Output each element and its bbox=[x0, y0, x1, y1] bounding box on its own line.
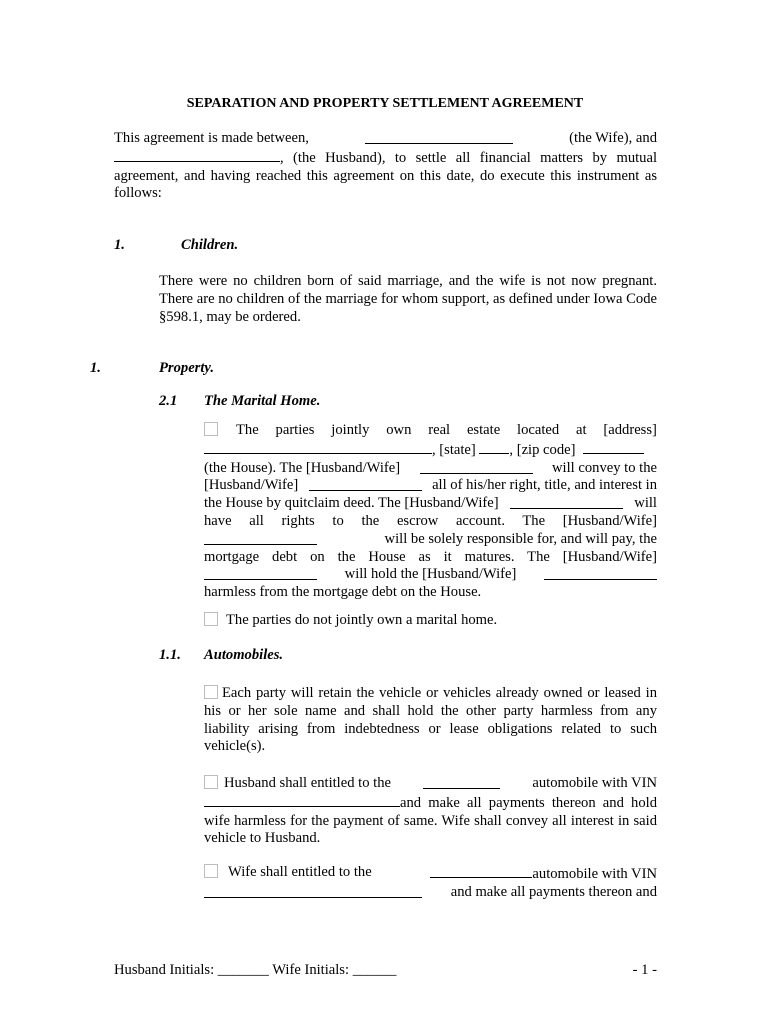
footer-initials: Husband Initials: _______ Wife Initials: ______ bbox=[114, 962, 397, 978]
receiving-party-blank[interactable] bbox=[309, 477, 422, 491]
property-heading: Property. bbox=[159, 360, 214, 376]
marital-home-heading: The Marital Home. bbox=[204, 393, 321, 409]
automobiles-option-1 bbox=[204, 685, 657, 756]
wife-vehicle-text-1: Wife shall entitled to the bbox=[228, 864, 372, 880]
home-text-9: will bbox=[634, 495, 657, 512]
home-text-1g: located bbox=[517, 422, 560, 438]
wife-name-blank[interactable] bbox=[365, 130, 513, 144]
intro-paragraph bbox=[114, 130, 657, 203]
indemnified-party-blank[interactable] bbox=[544, 566, 657, 580]
conveying-party-blank[interactable] bbox=[420, 460, 533, 474]
retain-vehicles-checkbox[interactable] bbox=[204, 685, 218, 699]
indemnifying-party-blank[interactable] bbox=[204, 566, 317, 580]
home-text-1f: estate bbox=[466, 422, 501, 438]
home-text-6: [Husband/Wife] bbox=[204, 477, 299, 494]
home-text-1d: own bbox=[386, 422, 412, 438]
home-text-3: , [zip code] bbox=[509, 441, 576, 458]
children-heading: Children. bbox=[181, 237, 239, 253]
children-number: 1. bbox=[114, 237, 125, 253]
children-paragraph: There were no children born of said marriage, and the wife is not now pregnant. There are no children of the marriage for whom support, as defined under Iowa Code §598.1, may be ordered. bbox=[159, 273, 657, 325]
home-text-1b: parties bbox=[275, 422, 315, 438]
escrow-party-blank[interactable] bbox=[510, 495, 623, 509]
husband-vehicle-text-2: automobile with VIN bbox=[532, 775, 657, 791]
automobiles-option-2 bbox=[204, 775, 657, 848]
zip-blank[interactable] bbox=[583, 440, 644, 454]
page-number: - 1 - bbox=[632, 962, 657, 978]
husband-name-blank[interactable] bbox=[114, 148, 280, 162]
state-blank[interactable] bbox=[479, 440, 509, 454]
retain-vehicles-text: Each party will retain the vehicle or vehicles already owned or leased in his or her sole name and shall hold the other party harmless from any liability arising from indebtedness or lease obligations related to such vehicle(s). bbox=[204, 685, 657, 755]
husband-vehicle-text-3: and make all payments thereon and hold wife harmless for the payment of same. Wife shall convey all interest in said vehicle to Husband. bbox=[204, 794, 657, 847]
mortgage-party-blank[interactable] bbox=[204, 531, 317, 545]
home-text-4: (the House). The [Husband/Wife] bbox=[204, 459, 401, 476]
wife-vin-blank[interactable] bbox=[204, 884, 422, 898]
husband-vehicle-checkbox[interactable] bbox=[204, 775, 218, 789]
automobiles-option-3 bbox=[204, 864, 657, 902]
husband-vehicle-text-1: Husband shall entitled to the bbox=[224, 775, 391, 791]
home-text-1h: at bbox=[576, 422, 587, 438]
home-text-10: have all rights to the escrow account. The [Husband/Wife] bbox=[204, 512, 657, 529]
wife-vehicle-checkbox[interactable] bbox=[204, 864, 218, 878]
property-number: 1. bbox=[90, 360, 101, 376]
home-text-12: mortgage debt on the House as it matures. The [Husband/Wife] bbox=[204, 548, 657, 565]
marital-home-number: 2.1 bbox=[159, 393, 178, 409]
home-text-11: will be solely responsible for, and will pay, the bbox=[384, 530, 657, 547]
wife-vehicle-text-3: and make all payments thereon and bbox=[450, 883, 657, 900]
automobiles-number: 1.1. bbox=[159, 647, 181, 663]
home-text-1e: real bbox=[428, 422, 451, 438]
document-title: SEPARATION AND PROPERTY SETTLEMENT AGREEMENT bbox=[186, 96, 584, 111]
intro-text-2: (the Wife), and bbox=[569, 130, 657, 146]
wife-vehicle-text-2: automobile with VIN bbox=[532, 866, 657, 882]
intro-text-3: , (the Husband), to settle all financial matters by mutual agreement, and having reached this agreement on this date, do execute this instrument as follows: bbox=[114, 149, 657, 202]
home-text-5: will convey to the bbox=[552, 459, 657, 476]
home-text-1i: [address] bbox=[603, 422, 657, 438]
home-text-13: will hold the [Husband/Wife] bbox=[344, 566, 517, 583]
marital-home-option-1 bbox=[204, 422, 657, 602]
home-text-8: the House by quitclaim deed. The [Husband/Wife] bbox=[204, 495, 499, 512]
address-blank[interactable] bbox=[204, 440, 432, 454]
home-text-2: , [state] bbox=[432, 441, 476, 458]
husband-vehicle-blank[interactable] bbox=[423, 775, 500, 789]
intro-text-1: This agreement is made between, bbox=[114, 130, 309, 146]
home-text-1a: The bbox=[236, 422, 259, 438]
wife-vehicle-blank[interactable] bbox=[430, 864, 532, 878]
husband-vin-blank[interactable] bbox=[204, 793, 400, 807]
marital-home-option-2 bbox=[204, 612, 657, 630]
automobiles-heading: Automobiles. bbox=[204, 647, 284, 663]
no-marital-home-checkbox[interactable] bbox=[204, 612, 218, 626]
home-text-1c: jointly bbox=[331, 422, 370, 438]
marital-home-joint-checkbox[interactable] bbox=[204, 422, 218, 436]
home-text-7: all of his/her right, title, and interest in bbox=[432, 477, 657, 494]
home-text-14: harmless from the mortgage debt on the House. bbox=[204, 584, 482, 601]
no-marital-home-text: The parties do not jointly own a marital home. bbox=[226, 612, 498, 628]
